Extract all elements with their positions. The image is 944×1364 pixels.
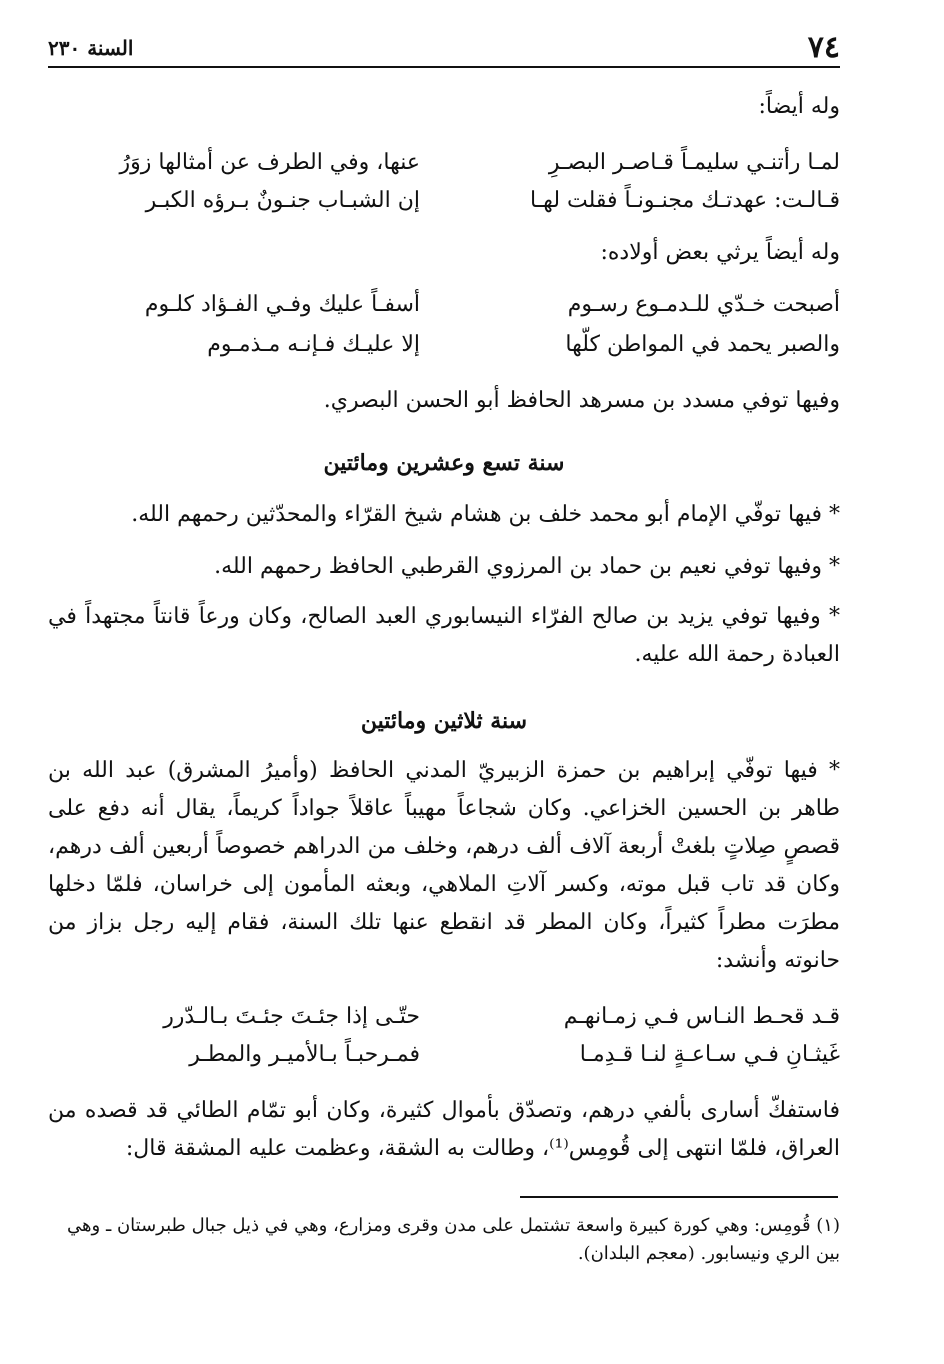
intro-line: وله أيضاً: bbox=[758, 94, 840, 119]
verse-hemistich: حتّـى إذا جئـتَ جئـتَ بـالـدّرر bbox=[163, 1004, 420, 1029]
verse-hemistich: غَيثـانِ فـي سـاعـةٍ لنـا قـدِمـا bbox=[579, 1042, 840, 1067]
verse-hemistich: أسفـاً عليك وفـي الفـؤاد كلـوم bbox=[144, 292, 420, 317]
verse-hemistich: فمـرحبـاً بـالأميـر والمطـر bbox=[189, 1042, 420, 1067]
entry-paragraph: * فيها توفّي إبراهيم بن حمزة الزبيريّ المدني الحافظ (وأميرُ المشرق) عبد الله بن طاهر بن الحسين الخزاعي. وكان شجاعاً مهيباً عاقلاً جواداً كريماً، يقال أنه دفع على قصصٍ صِلاتٍ بلغتْ أربعة آلاف ألف درهم، وخلف من الدراهم خصوصاً أربعين ألف درهم، وكان قد تاب قبل موته، وكسر آلاتِ الملاهي، وبعثه المأمون إلى خراسان، فلمّا دخلها مطرَت مطراً كثيراً، وكان المطر قد انقطع عنها تلك السنة، فقام إليه رجل بزاز من حانوته وأنشد: bbox=[48, 758, 840, 973]
entry-paragraph: فاستفكّ أسارى بألفي درهم، وتصدّق بأموال كثيرة، وكان أبو تمّام الطائي قد قصده من العراق، فلمّا انتهى إلى قُومِس⁽¹⁾، وطالت به الشقة، وعظمت عليه المشقة قال: bbox=[48, 1098, 840, 1161]
intro-line: وله أيضاً يرثي بعض أولاده: bbox=[600, 240, 840, 265]
entry-paragraph: * وفيها توفي يزيد بن صالح الفرّاء النيسابوري العبد الصالح، وكان ورعاً قانتاً مجتهداً في العبادة رحمة الله عليه. bbox=[48, 604, 840, 667]
death-entry: وفيها توفي مسدد بن مسرهد الحافظ أبو الحسن البصري. bbox=[323, 388, 840, 413]
footnote: (١) قُومِس: وهي كورة كبيرة واسعة تشتمل على مدن وقرى ومزارع، وهي في ذيل جبال طبرستان ـ وهي بين الري ونيسابور. (معجم البلدان). bbox=[67, 1215, 840, 1264]
entry-paragraph: * وفيها توفي نعيم بن حماد بن المرزوي القرطبي الحافظ رحمهم الله. bbox=[214, 554, 840, 579]
running-head-year: السنة ٢٣٠ bbox=[48, 36, 134, 60]
verse-hemistich: قـالـت: عهدتـك مجنـونـاً فقلت لهـا bbox=[530, 188, 840, 213]
entry-paragraph: * فيها توفّي الإمام أبو محمد خلف بن هشام شيخ القرّاء والمحدّثين رحمهم الله. bbox=[131, 502, 840, 527]
header-rule bbox=[48, 66, 840, 68]
verse-hemistich: أصبحت خـدّي للـدمـوع رسـوم bbox=[567, 292, 840, 317]
section-heading: سنة تسع وعشرين ومائتين bbox=[323, 450, 565, 476]
verse-hemistich: إلا عليـك فـإنـه مـذمـوم bbox=[207, 332, 420, 357]
verse-hemistich: والصبر يحمد في المواطن كلّها bbox=[565, 332, 840, 357]
section-heading: سنة ثلاثين ومائتين bbox=[360, 708, 528, 734]
page-header bbox=[48, 30, 840, 64]
verse-hemistich: إن الشبـاب جنـونٌ بـرؤه الكبـر bbox=[145, 188, 420, 213]
verse-hemistich: عنها، وفي الطرف عن أمثالها زوَرُ bbox=[119, 150, 420, 175]
page-number: ٧٤ bbox=[807, 30, 840, 65]
verse-hemistich: لمـا رأتنـي سليمـاً قـاصـر البصـرِ bbox=[548, 150, 840, 175]
footnote-rule bbox=[520, 1196, 838, 1198]
verse-hemistich: قـد قحـط النـاس فـي زمـانهـم bbox=[563, 1004, 840, 1029]
